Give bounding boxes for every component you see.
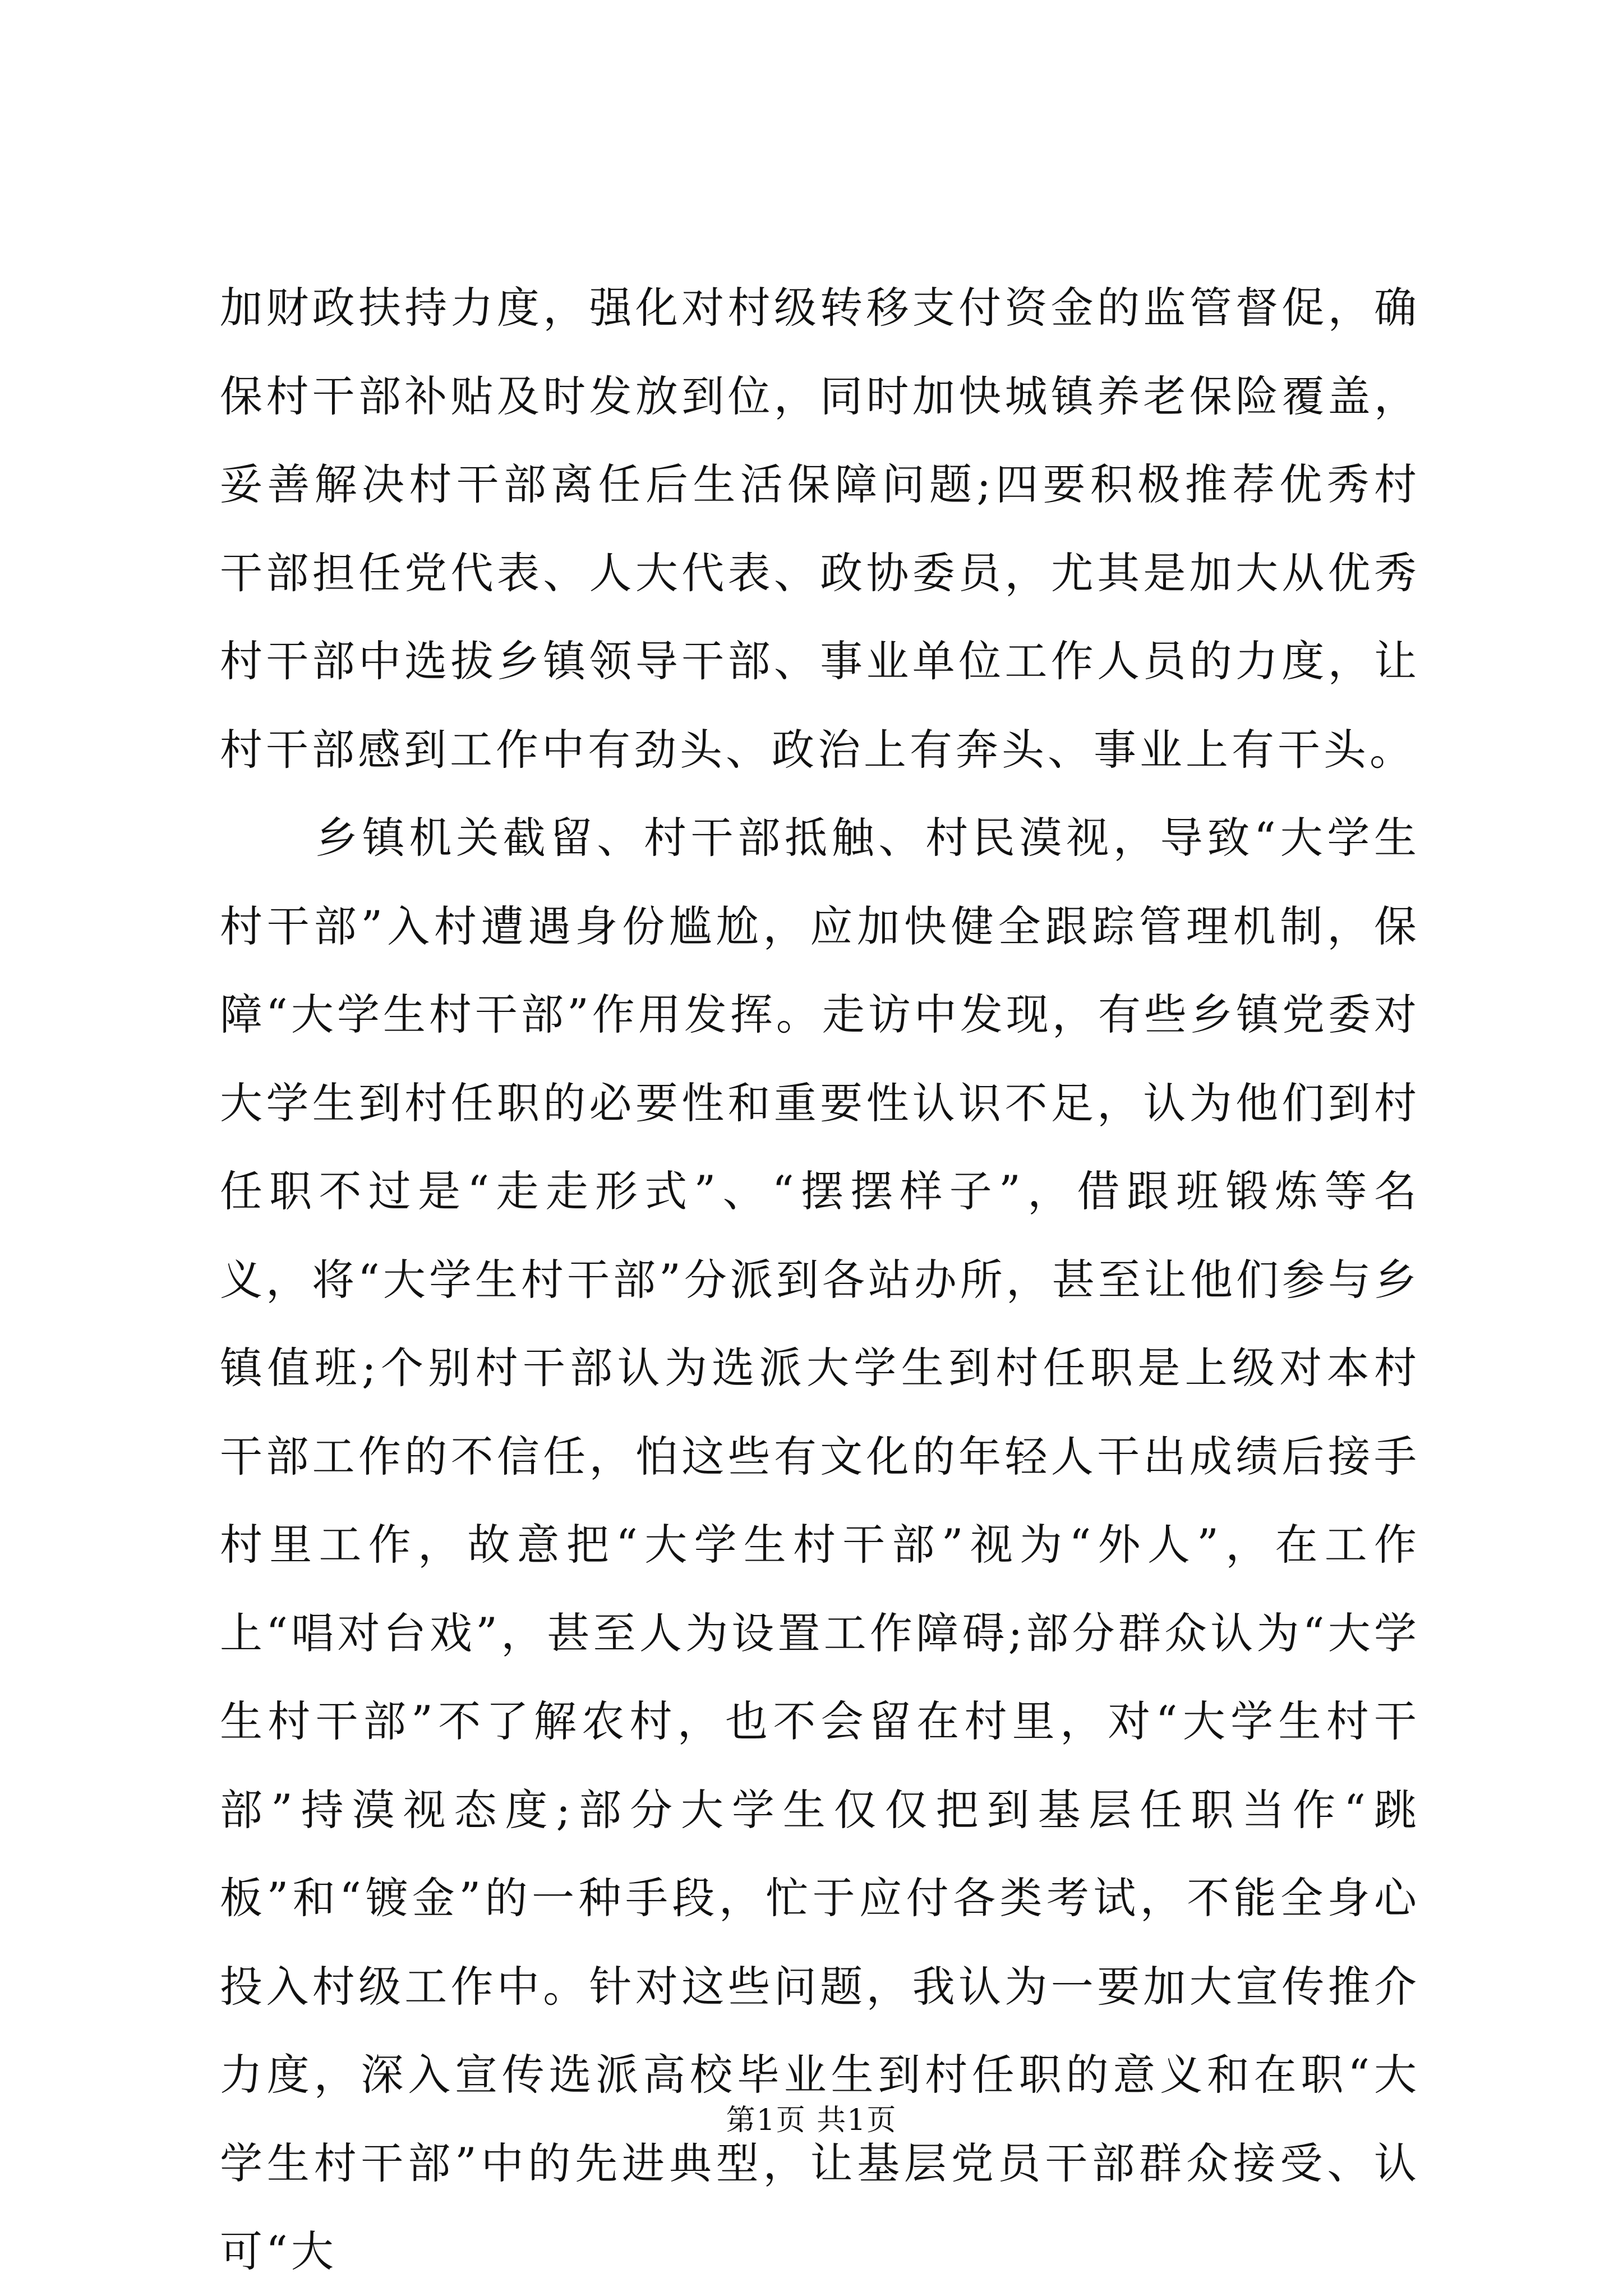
paragraph-1: 加财政扶持力度，强化对村级转移支付资金的监管督促，确保村干部补贴及时发放到位，同时加快城镇养老保险覆盖，妥善解决村干部离任后生活保障问题;四要积极推荐优秀村干部担任党代表、人大代表、政协委员，尤其是加大从优秀村干部中选拔乡镇领导干部、事业单位工作人员的力度，让村干部感到工作中有劲头、政治上有奔头、事业上有干头。: [220, 283, 1420, 775]
document-body: [220, 264, 1420, 2296]
paragraph-2: 乡镇机关截留、村干部抵触、村民漠视，导致“大学生村干部”入村遭遇身份尴尬，应加快健全跟踪管理机制，保障“大学生村干部”作用发挥。走访中发现，有些乡镇党委对大学生到村任职的必要性和重要性认识不足，认为他们到村任职不过是“走走形式”、“摆摆样子”，借跟班锻炼等名义，将“大学生村干部”分派到各站办所，甚至让他们参与乡镇值班;个别村干部认为选派大学生到村任职是上级对本村干部工作的不信任，怕这些有文化的年轻人干出成绩后接手村里工作，故意把“大学生村干部”视为“外人”，在工作上“唱对台戏”，甚至人为设置工作障碍;部分群众认为“大学生村干部”不了解农村，也不会留在村里，对“大学生村干部”持漠视态度;部分大学生仅仅把到基层任职当作“跳板”和“镀金”的一种手段，忙于应付各类考试，不能全身心投入村级工作中。针对这些问题，我认为一要加大宣传推介力度，深入宣传选派高校毕业生到村任职的意义和在职“大学生村干部”中的先进典型，让基层党员干部群众接受、认可“大: [220, 813, 1420, 2276]
page-footer: 第1页 共1页: [726, 2104, 897, 2137]
